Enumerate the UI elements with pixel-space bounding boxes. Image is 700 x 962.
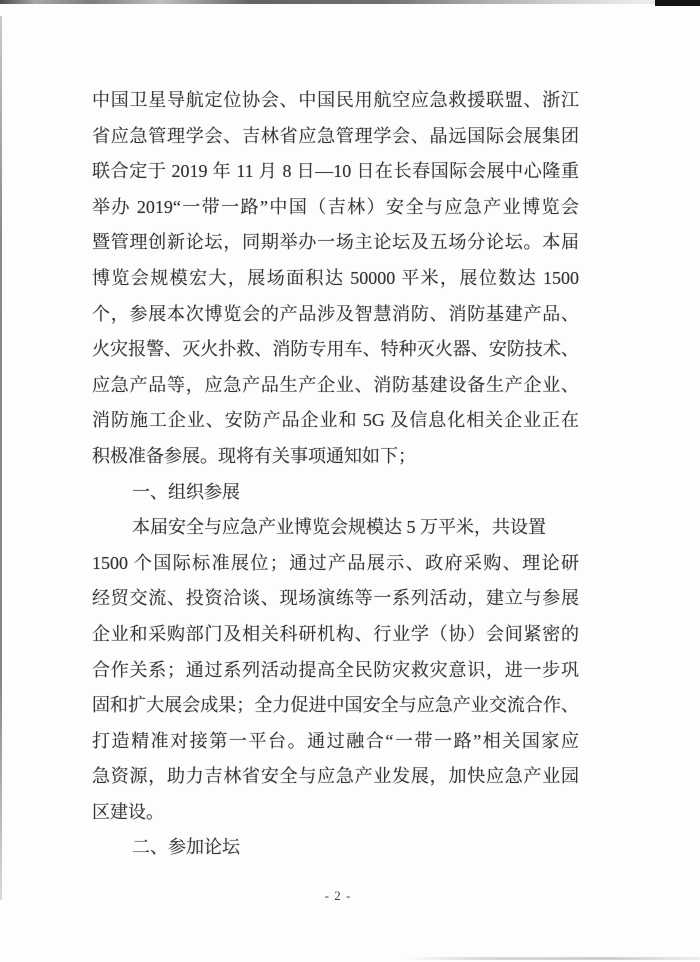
text-line: 应急产品等，应急产品生产企业、消防基建设备生产企业、 bbox=[92, 374, 579, 395]
text-line: 联合定于 2019 年 11 月 8 日—10 日在长春国际会展中心隆重 bbox=[92, 161, 579, 182]
section-heading-1: 一、组织参展 bbox=[132, 481, 240, 502]
scan-artifact-bottom-smudge bbox=[400, 957, 700, 960]
text-line: 暨管理创新论坛，同期举办一场主论坛及五场分论坛。本届 bbox=[92, 232, 579, 253]
text-line: 积极准备参展。现将有关事项通知如下； bbox=[92, 445, 416, 466]
text-line: 中国卫星导航定位协会、中国民用航空应急救援联盟、浙江 bbox=[92, 90, 579, 110]
text-line: 企业和采购部门及相关科研机构、行业学（协）会间紧密的 bbox=[92, 623, 579, 644]
text-line: 消防施工企业、安防产品企业和 5G 及信息化相关企业正在 bbox=[92, 410, 579, 431]
text-line: 本届安全与应急产业博览会规模达 5 万平米，共设置 bbox=[132, 517, 546, 538]
text-line: 急资源，助力吉林省安全与应急产业发展，加快应急产业园 bbox=[92, 766, 579, 787]
text-line: 举办 2019“一带一路”中国（吉林）安全与应急产业博览会 bbox=[92, 196, 579, 217]
text-line: 个，参展本次博览会的产品涉及智慧消防、消防基建产品、 bbox=[92, 303, 579, 324]
scan-artifact-top-edge bbox=[0, 0, 700, 4]
text-line: 合作关系；通过系列活动提高全民防灾救灾意识，进一步巩 bbox=[92, 659, 579, 680]
text-line: 固和扩大展会成果；全力促进中国安全与应急产业交流合作、 bbox=[92, 695, 579, 716]
page-number: - 2 - bbox=[324, 888, 352, 903]
section-heading-2: 二、参加论坛 bbox=[132, 837, 240, 858]
scan-artifact-top-right-corner bbox=[655, 0, 700, 6]
text-line: 区建设。 bbox=[92, 801, 164, 822]
text-line: 经贸交流、投资洽谈、现场演练等一系列活动，建立与参展 bbox=[92, 588, 579, 609]
document-body bbox=[92, 83, 579, 866]
text-line: 省应急管理学会、吉林省应急管理学会、晶远国际会展集团 bbox=[92, 125, 579, 146]
text-line: 博览会规模宏大，展场面积达 50000 平米，展位数达 1500 bbox=[92, 267, 579, 288]
text-line: 火灾报警、灭火扑救、消防专用车、特种灭火器、安防技术、 bbox=[92, 339, 579, 360]
text-line: 1500 个国际标准展位；通过产品展示、政府采购、理论研 bbox=[92, 552, 579, 573]
scan-artifact-left-edge bbox=[0, 16, 2, 900]
text-line: 打造精准对接第一平台。通过融合“一带一路”相关国家应 bbox=[92, 730, 579, 751]
